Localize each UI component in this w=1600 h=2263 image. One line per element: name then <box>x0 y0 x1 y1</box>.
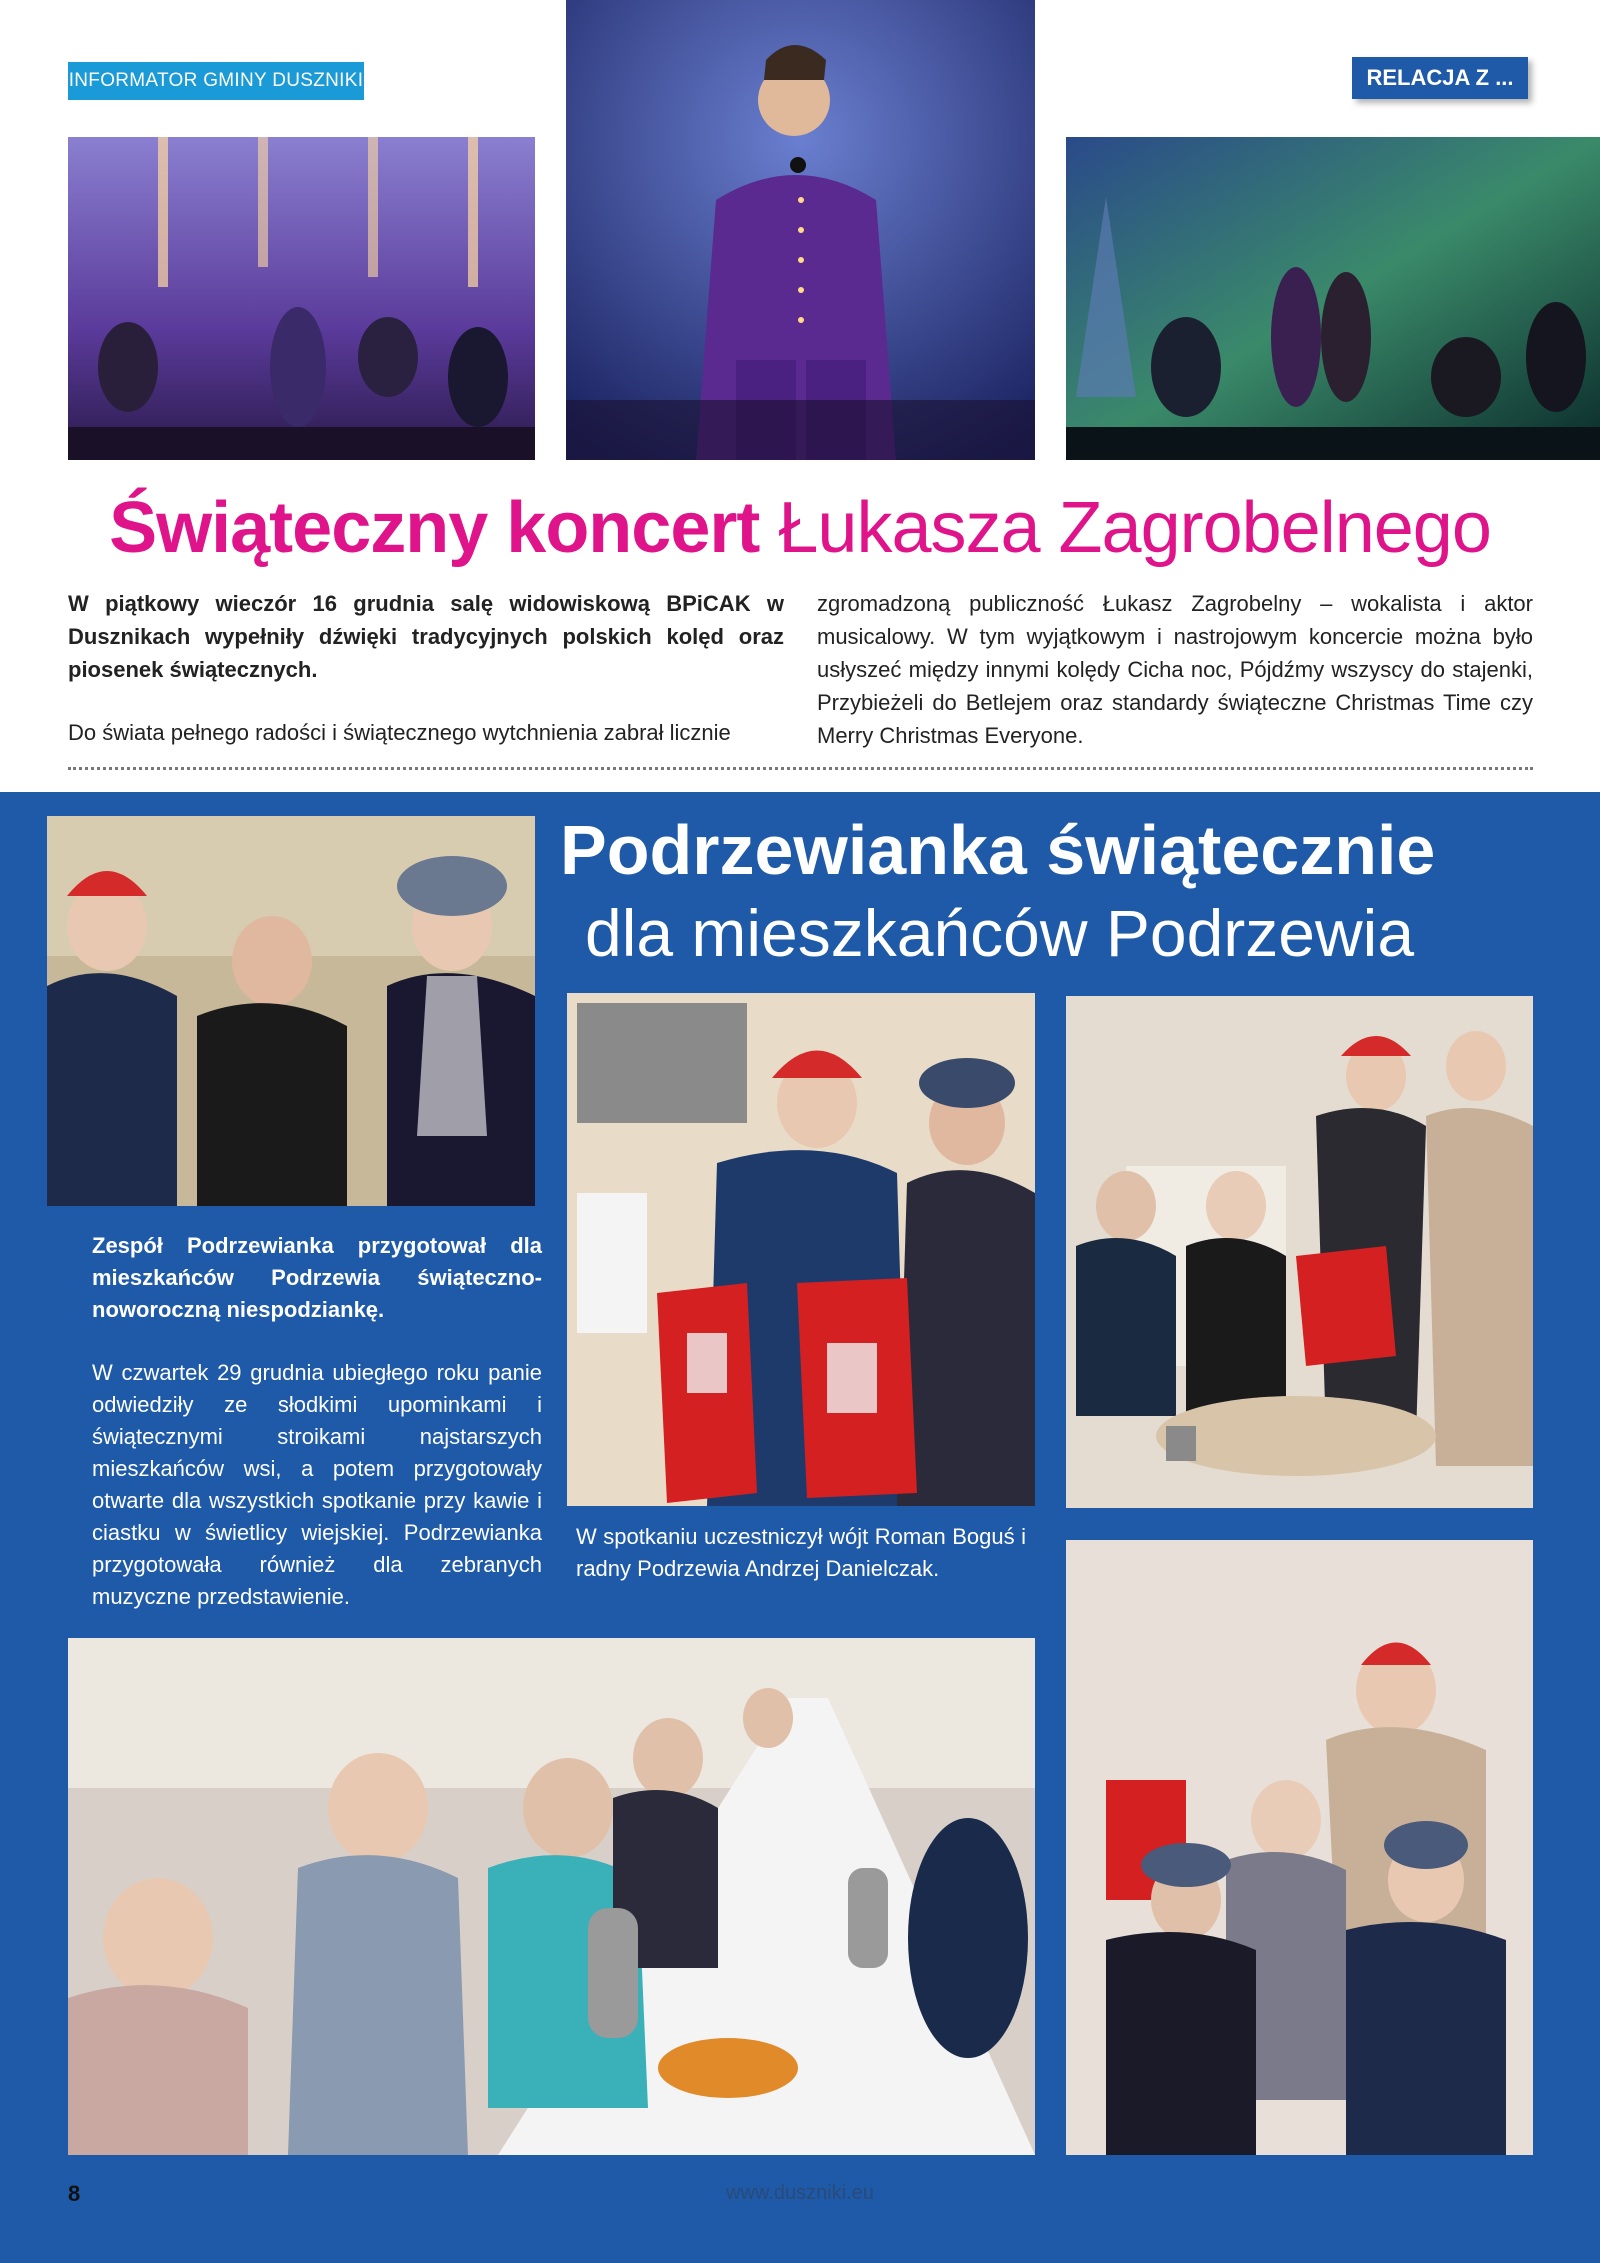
article2-lead-text: Zespół Podrzewianka przygotował dla mieszkańców Podrzewia świąteczno-noworoczną niespodziankę. <box>92 1233 542 1322</box>
title-bold-part: Świąteczny koncert <box>109 488 760 568</box>
title2-bold-part: Podrzewianka świątecznie <box>560 811 1436 889</box>
photo-group-sofa <box>1066 1540 1533 2155</box>
concert-photo-singer <box>566 0 1035 460</box>
article-title-podrzewianka <box>560 808 1600 892</box>
article1-para1: Do świata pełnego radości i świątecznego wytchnienia zabrał licznie <box>68 720 731 745</box>
concert-photo-band <box>68 137 535 460</box>
article1-lead <box>68 587 784 686</box>
article-subtitle-podrzewianka <box>585 893 1585 973</box>
concert-photo-stage-green <box>1066 137 1600 460</box>
title2-regular-part: dla mieszkańców Podrzewia <box>585 896 1415 970</box>
photo-caption: W spotkaniu uczestniczył wójt Roman Boguś i radny Podrzewia Andrzej Danielczak. <box>576 1524 1026 1581</box>
article2-para1: W czwartek 29 grudnia ubiegłego roku panie odwiedziły ze słodkimi upominkami i świątecznymi stroikami najstarszych mieszkańców wsi, a potem przygotowały otwarte dla wszystkich spotkanie przy kawie i ciastku w świetlicy wiejskiej. Podrzewianka przygotowała również dla zebranych muzyczne przedstawienie. <box>92 1360 542 1609</box>
photo-three-seniors <box>47 816 535 1206</box>
publication-tag: INFORMATOR GMINY DUSZNIKI <box>68 62 364 100</box>
website-url[interactable]: www.duszniki.eu <box>726 2182 874 2204</box>
article-title-concert <box>0 478 1600 578</box>
section-tag: RELACJA Z ... <box>1352 57 1528 99</box>
page-number: 8 <box>68 2181 81 2206</box>
article2-lead <box>92 1230 542 1326</box>
article1-para2: zgromadzoną publiczność Łukasz Zagrobelny – wokalista i aktor musicalowy. W tym wyjątkowym i nastrojowym koncercie można było usłyszeć między innymi kolędy Cicha noc, Pójdźmy wszyscy do stajenki, Przybieżeli do Betlejem oraz standardy świąteczne Christmas Time czy Merry Christmas Everyone. <box>817 591 1533 748</box>
article1-lead-text: W piątkowy wieczór 16 grudnia salę widowiskową BPiCAK w Dusznikach wypełniły dźwięki tradycyjnych polskich kolęd oraz piosenek świątecznych. <box>68 591 784 682</box>
title-regular-part: Łukasza Zagrobelnego <box>778 488 1491 568</box>
photo-gift-bags <box>567 993 1035 1506</box>
photo-table-meeting <box>68 1638 1035 2155</box>
photo-seniors-visit <box>1066 996 1533 1508</box>
section-divider <box>68 767 1533 770</box>
